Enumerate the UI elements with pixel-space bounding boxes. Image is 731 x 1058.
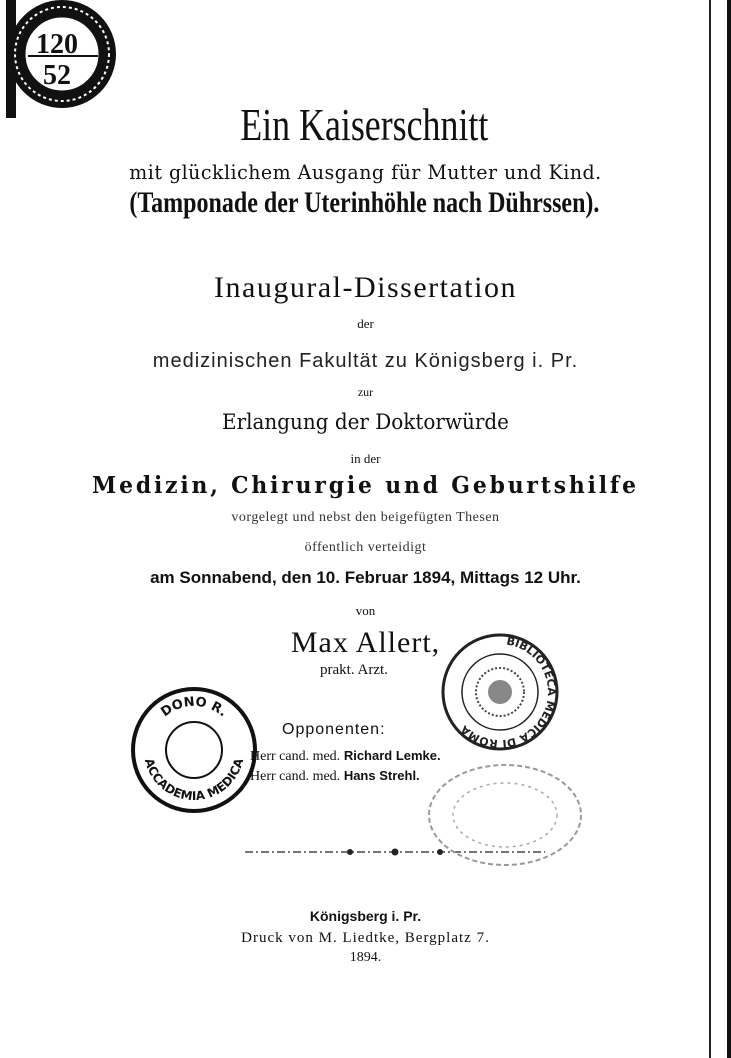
text-von: von xyxy=(355,603,376,618)
opponent-name: Richard Lemke. xyxy=(343,748,441,763)
dono-stamp-bottom: ACCADEMIA MEDICA xyxy=(141,756,247,804)
dissertation-heading: Inaugural-Dissertation xyxy=(214,271,517,304)
erlangung-line: Erlangung der Doktorwürde xyxy=(222,410,509,434)
subtitle: mit glücklichem Ausgang für Mutter und Kind. xyxy=(129,160,602,184)
opponent-prefix: Herr cand. med. xyxy=(250,769,341,784)
imprint-printer: Druck von M. Liedtke, Bergplatz 7. xyxy=(241,930,490,946)
faculty-line: medizinischen Fakultät zu Königsberg i. Pr. xyxy=(152,350,579,372)
dono-stamp xyxy=(130,686,258,814)
shelfmark-bottom: 52 xyxy=(43,60,71,91)
imprint-year: 1894. xyxy=(349,950,382,965)
opponent-name: Hans Strehl. xyxy=(343,768,420,783)
shelfmark-top: 120 xyxy=(36,29,78,60)
oeffentlich-line: öffentlich verteidigt xyxy=(304,540,427,555)
opponents-heading: Opponenten: xyxy=(282,721,386,738)
fields-line: Medizin, Chirurgie und Geburtshilfe xyxy=(92,472,639,499)
svg-text:DONO R. xyxy=(158,695,229,720)
vorgelegt-line: vorgelegt und nebst den beigefügten Thesen xyxy=(231,510,500,525)
page-edge-dark xyxy=(727,0,731,1058)
main-title: Ein Kaiserschnitt xyxy=(240,99,489,150)
author-name: Max Allert, xyxy=(290,626,441,659)
biblioteca-stamp-text: BIBLIOTECA MEDICA DI ROMA xyxy=(458,634,558,751)
imprint-city: Königsberg i. Pr. xyxy=(309,908,422,924)
text-zur: zur xyxy=(357,385,374,399)
author-title: prakt. Arzt. xyxy=(320,662,388,678)
faint-stamp xyxy=(425,760,585,870)
page-edge xyxy=(709,0,725,1058)
defense-date: am Sonnabend, den 10. Februar 1894, Mittags 12 Uhr. xyxy=(150,568,581,587)
subtitle-parenthetical: (Tamponade der Uterinhöhle nach Dührssen). xyxy=(129,186,600,219)
text-in-der: in der xyxy=(350,451,381,466)
opponent-prefix: Herr cand. med. xyxy=(250,749,341,764)
dono-stamp-top: DONO R. xyxy=(158,694,230,721)
text-der: der xyxy=(357,316,374,331)
biblioteca-stamp xyxy=(440,632,560,752)
svg-text:ACCADEMIA MEDICA xyxy=(142,756,246,803)
